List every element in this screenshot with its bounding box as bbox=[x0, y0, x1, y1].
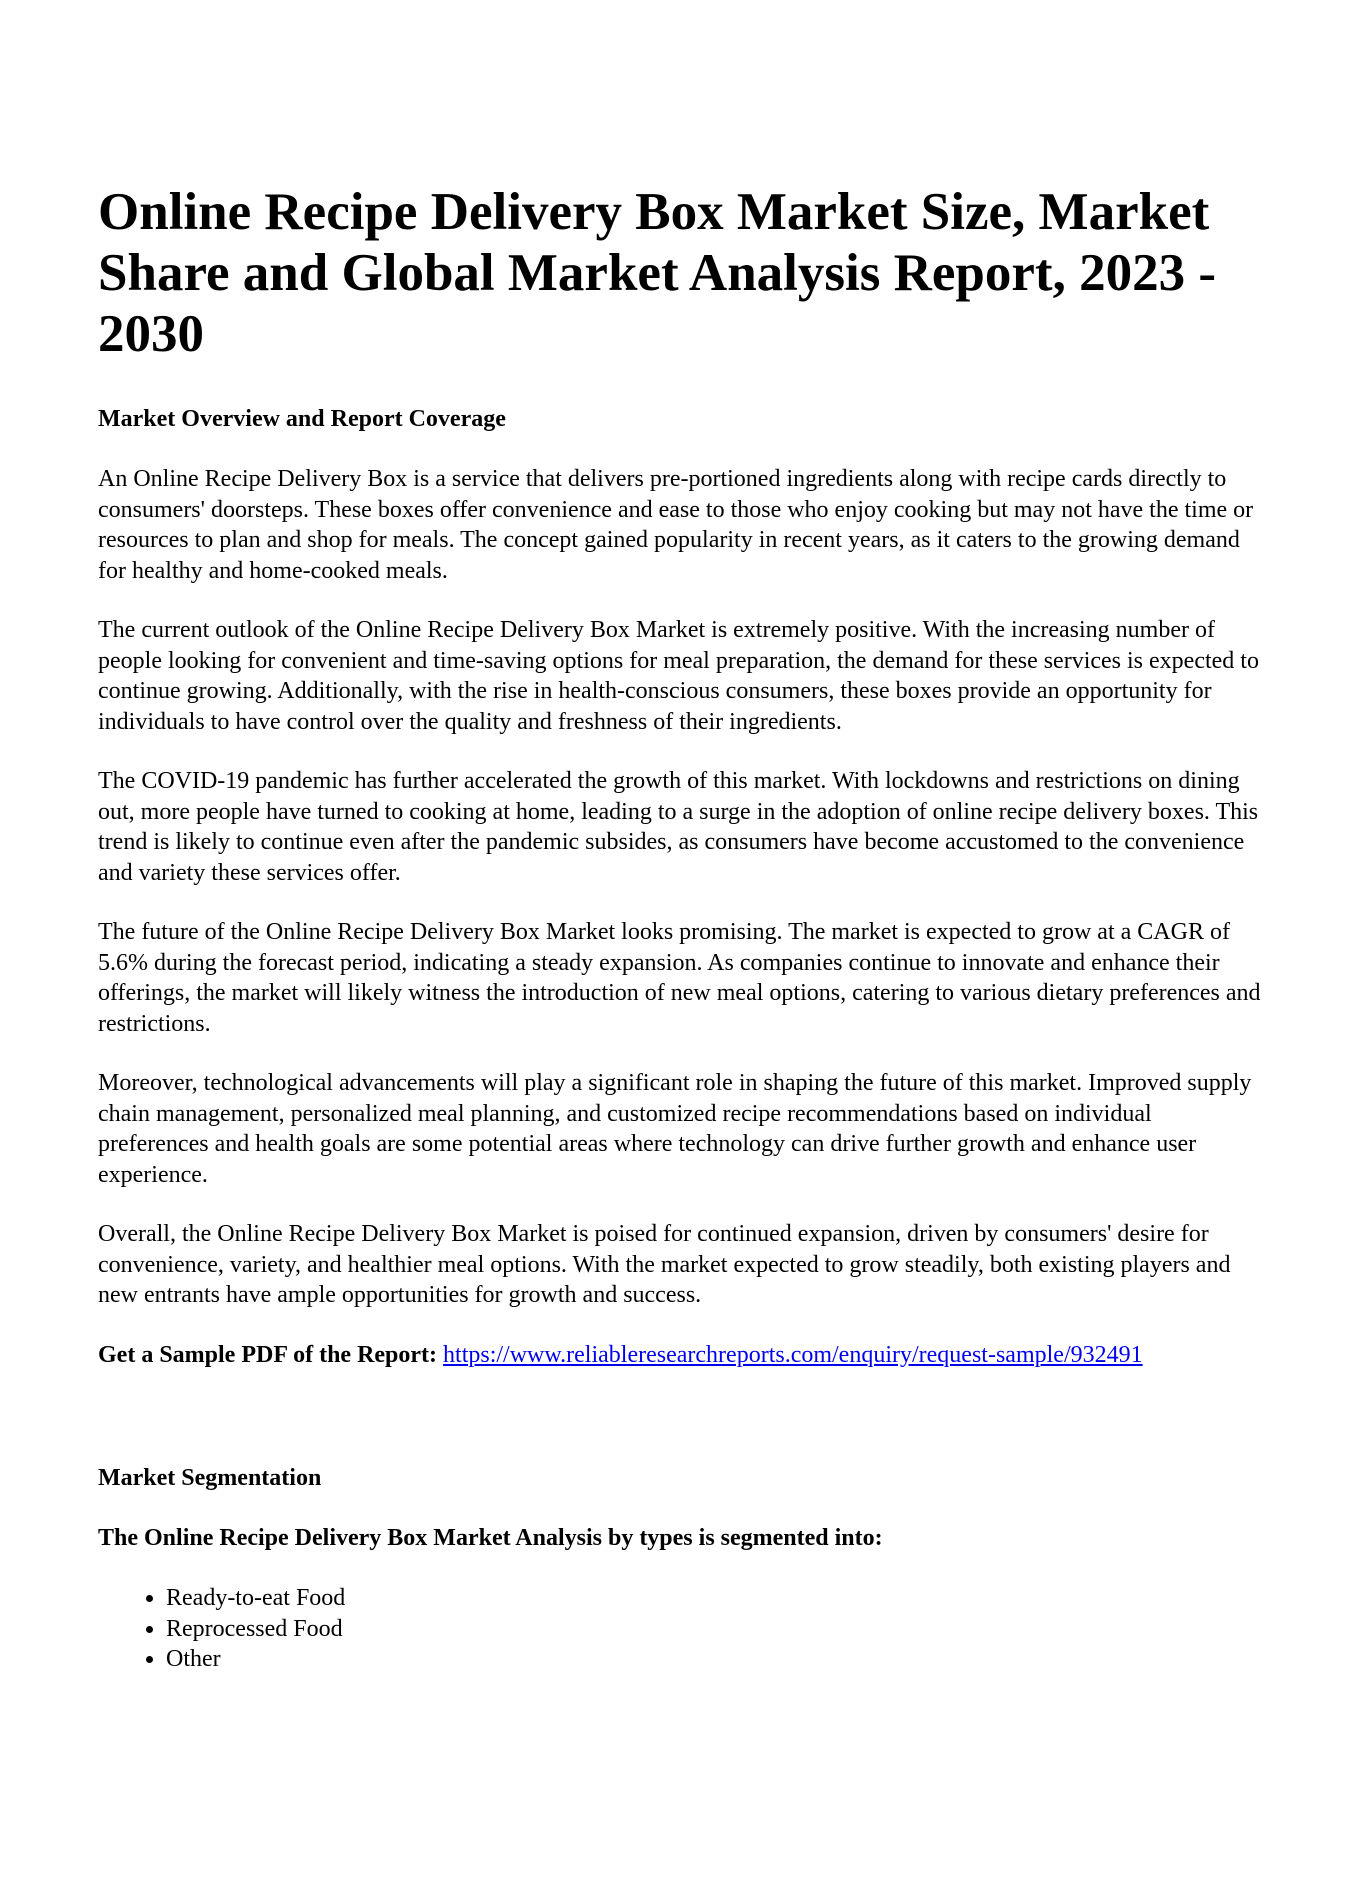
types-list bbox=[98, 1583, 1268, 1675]
sample-pdf-label: Get a Sample PDF of the Report: bbox=[98, 1341, 438, 1368]
paragraph-covid: The COVID-19 pandemic has further accelerated the growth of this market. With lockdowns and restrictions on dining out, more people have turned to cooking at home, leading to a surge in the adoption of online recipe delivery boxes. This trend is likely to continue even after the pandemic subsides, as consumers have become accustomed to the convenience and variety these services offer. bbox=[98, 768, 1259, 886]
paragraph-technology: Moreover, technological advancements will play a significant role in shaping the future of this market. Improved supply chain management, personalized meal planning, and customized recipe recommendations based on individual preferences and health goals are some potential areas where technology can drive further growth and enhance user experience. bbox=[98, 1070, 1252, 1188]
paragraph-future: The future of the Online Recipe Delivery Box Market looks promising. The market is expected to grow at a CAGR of 5.6% during the forecast period, indicating a steady expansion. As companies continue to innovate and enhance their offerings, the market will likely witness the introduction of new meal options, catering to various dietary preferences and restrictions. bbox=[98, 919, 1261, 1037]
overview-heading: Market Overview and Report Coverage bbox=[98, 406, 506, 432]
list-item: • Other bbox=[166, 1644, 1268, 1675]
paragraph-outlook: The current outlook of the Online Recipe Delivery Box Market is extremely positive. With the increasing number of people looking for convenient and time-saving options for meal preparation, the demand for these services is expected to continue growing. Additionally, with the rise in health-conscious consumers, these boxes provide an opportunity for individuals to have control over the quality and freshness of their ingredients. bbox=[98, 617, 1259, 735]
paragraph-intro: An Online Recipe Delivery Box is a service that delivers pre-portioned ingredients along with recipe cards directly to consumers' doorsteps. These boxes offer convenience and ease to those who enjoy cooking but may not have the time or resources to plan and shop for meals. The concept gained popularity in recent years, as it caters to the growing demand for healthy and home-cooked meals. bbox=[98, 466, 1254, 584]
list-item: • Reprocessed Food bbox=[166, 1614, 1268, 1645]
list-item: • Ready-to-eat Food bbox=[166, 1583, 1268, 1614]
sample-pdf-link[interactable]: https://www.reliableresearchreports.com/enquiry/request-sample/932491 bbox=[443, 1341, 1143, 1368]
document-page bbox=[98, 182, 1268, 1675]
segmentation-heading: Market Segmentation bbox=[98, 1465, 322, 1491]
sample-pdf-line bbox=[98, 1340, 1268, 1371]
types-heading: The Online Recipe Delivery Box Market Analysis by types is segmented into: bbox=[98, 1525, 883, 1551]
report-title: Online Recipe Delivery Box Market Size, Market Share and Global Market Analysis Report, 2023 - 2030 bbox=[98, 183, 1216, 363]
paragraph-overall: Overall, the Online Recipe Delivery Box Market is poised for continued expansion, driven by consumers' desire for convenience, variety, and healthier meal options. With the market expected to grow steadily, both existing players and new entrants have ample opportunities for growth and success. bbox=[98, 1221, 1231, 1308]
